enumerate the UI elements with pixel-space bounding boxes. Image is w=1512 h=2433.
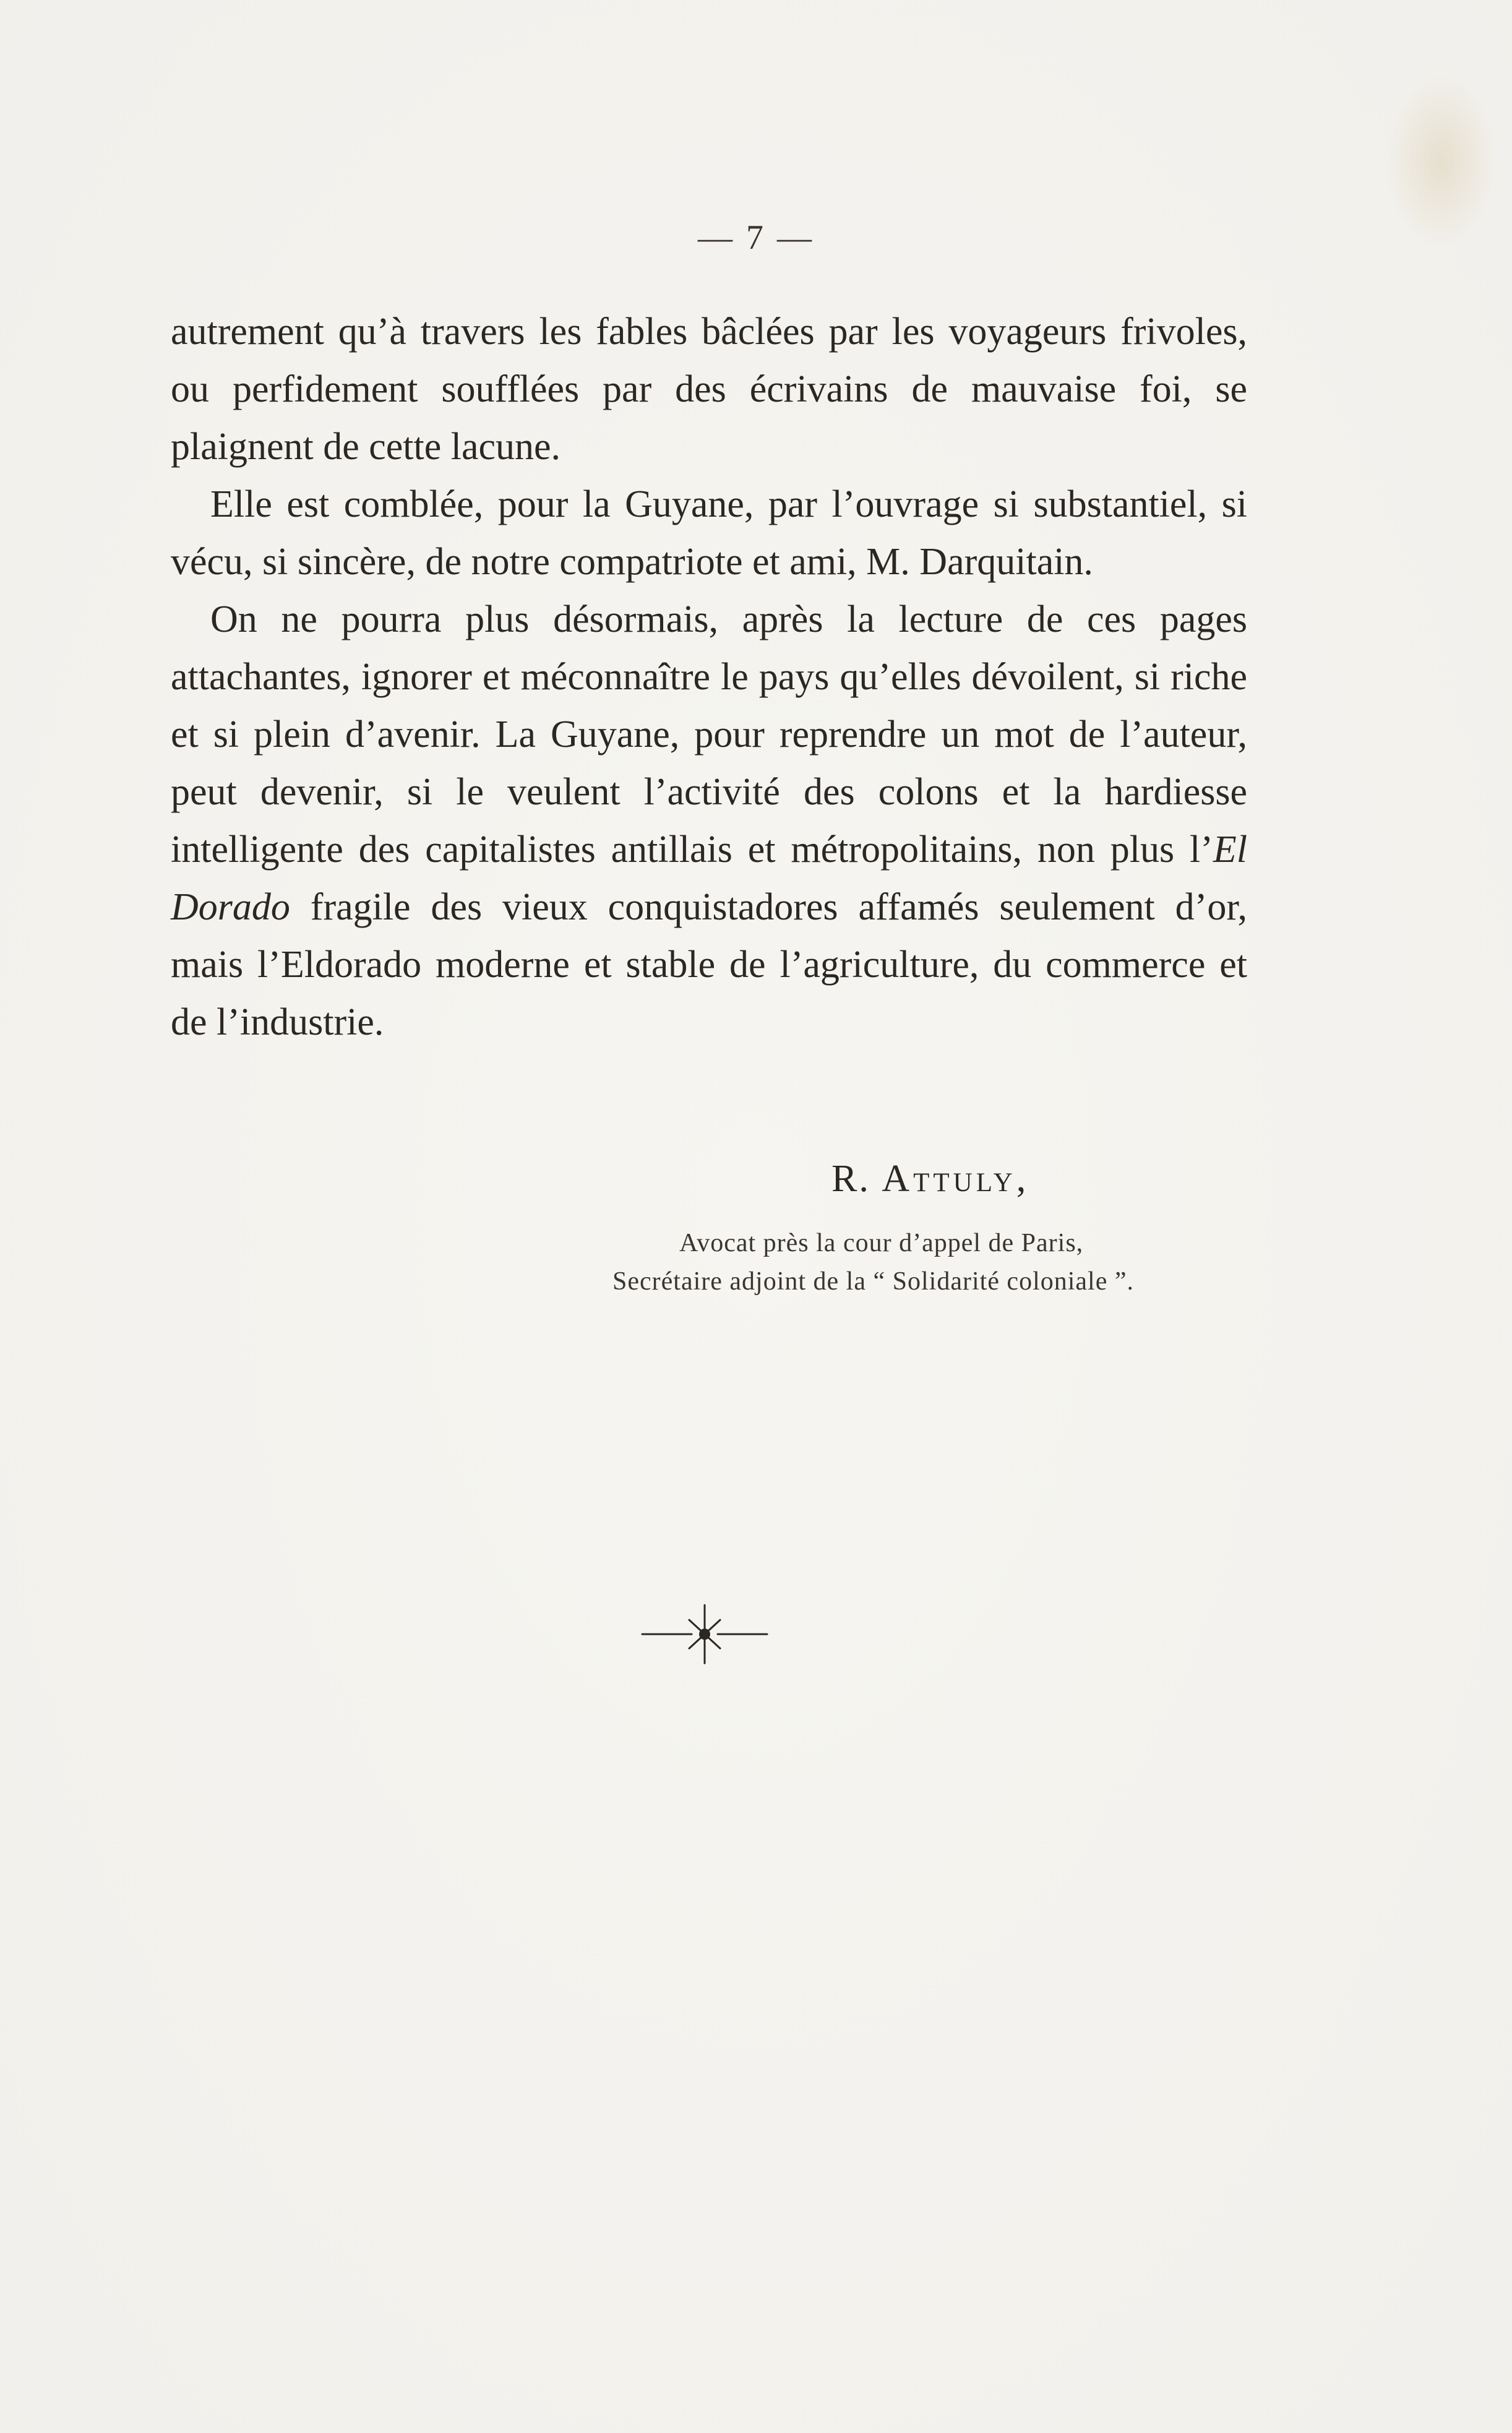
paragraph-3-text-a: On ne pourra plus désormais, après la lecture de ces pages attachantes, ignorer et méconnaître le pays qu’elles dévoilent, si riche et si plein d’avenir. La Guyane, pour reprendre un mot de l’auteur, peut devenir, si le veulent l’activité des colons et la hardiesse intelligente des capitalistes antillais et métropolitains, non plus l’ xyxy=(171,598,1247,871)
signature xyxy=(831,1157,1028,1201)
paragraph-1: autrement qu’à travers les fables bâclées par les voyageurs frivoles, ou perfidement soufflées par des écrivains de mauvaise foi, se plaignent de cette lacune. xyxy=(171,311,1247,468)
paragraph-3-text-b: fragile des vieux conquistadores affamés seulement d’or, mais l’Eldorado moderne et stable de l’agriculture, du commerce et de l’industrie. xyxy=(171,886,1247,1043)
signature-name: Attuly xyxy=(882,1158,1016,1200)
page-number: — 7 — xyxy=(698,218,814,257)
signature-trail: , xyxy=(1016,1158,1028,1200)
body-text xyxy=(171,303,1247,1051)
signature-initial: R. xyxy=(831,1158,870,1200)
fleuron-star-icon xyxy=(641,1600,768,1668)
ornament-center xyxy=(699,1629,710,1640)
credentials-line-2: Secrétaire adjoint de la “ Solidarité coloniale ”. xyxy=(612,1267,1134,1296)
paragraph-3 xyxy=(171,591,1247,1051)
credentials-line-1: Avocat près la cour d’appel de Paris, xyxy=(679,1229,1084,1257)
paragraph-2: Elle est comblée, pour la Guyane, par l’ouvrage si substantiel, si vécu, si sincère, de notre compatriote et ami, M. Darquitain. xyxy=(171,483,1247,583)
paragraph-3-italic: El Dorado xyxy=(171,829,1247,928)
